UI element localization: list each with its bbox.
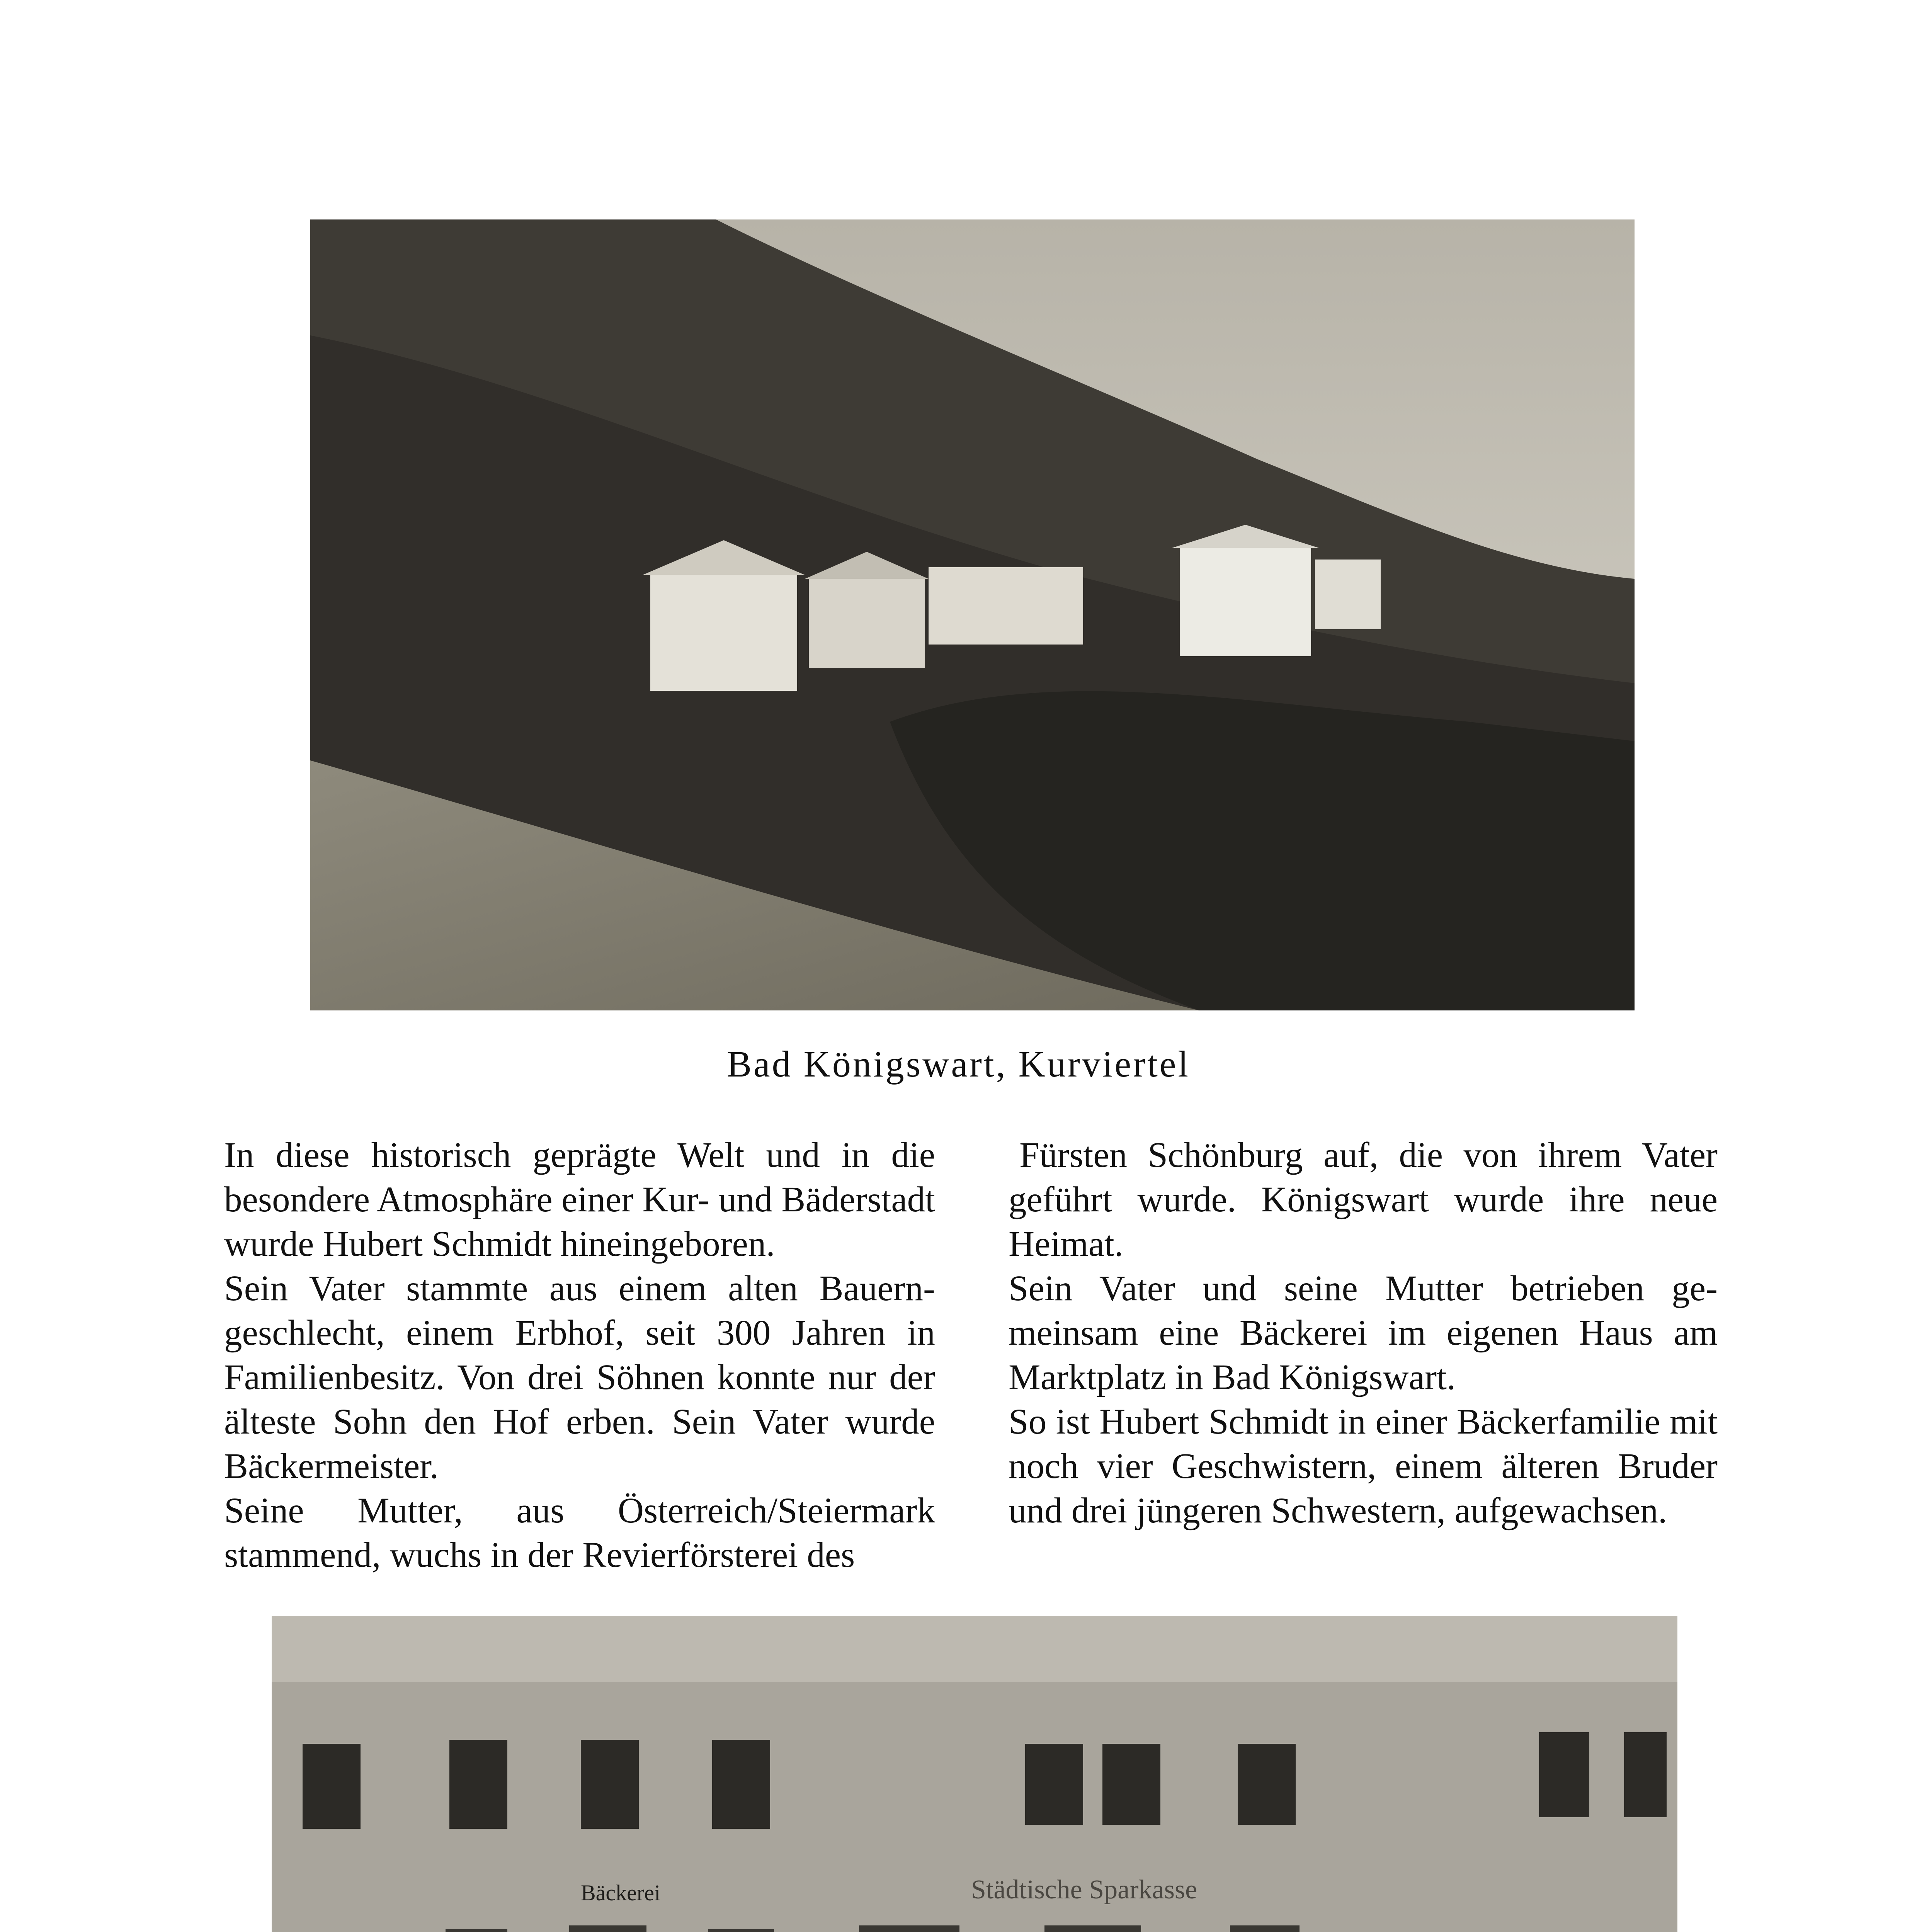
roofs: [272, 1616, 1677, 1682]
paragraph: Sein Vater und seine Mutter betrieben gemeinsam eine Bäckerei im eigenen Haus am Marktplatz in Bad Königswart.: [1009, 1269, 1718, 1397]
market-square-photo-drawing: [272, 1616, 1677, 1932]
photo-caption: Bad Königswart, Kurviertel: [726, 1043, 1191, 1085]
text-column-right: [1009, 1133, 1718, 1533]
paragraph: Fürsten Schönburg auf, die von ihrem Vater geführt wurde. Königswart wurde ihre neue Heimat.: [1009, 1135, 1718, 1264]
paragraph: So ist Hubert Schmidt in einer Bäckerfamilie mit noch vier Geschwistern, einem älteren Bruder und drei jüngeren Schwestern, aufgewachsen.: [1009, 1402, 1718, 1531]
bakery-sign: Bäckerei: [581, 1880, 661, 1905]
paragraph: In diese historisch geprägte Welt und in die besondere Atmosphäre einer Kur- und Bäderstadt wurde Hubert Schmidt hineingeboren.: [224, 1135, 935, 1264]
spa-district-photo-drawing: [310, 219, 1635, 1010]
paragraph: Sein Vater stammte aus einem alten Bauerngeschlecht, einem Erbhof, seit 300 Jahren in Familienbesitz. Von drei Söhnen konnte nur der älteste Sohn den Hof erben. Sein Vater wurde Bäckermeister.: [224, 1269, 935, 1486]
paragraph: Seine Mutter, aus Österreich/Steiermark stammend, wuchs in der Revierförsterei des: [224, 1491, 935, 1575]
market-square-photo: [272, 1616, 1677, 1932]
text-column-left: [224, 1133, 935, 1577]
savings-bank-sign: Städtische Sparkasse: [971, 1875, 1197, 1905]
spa-district-photo: [310, 219, 1635, 1010]
